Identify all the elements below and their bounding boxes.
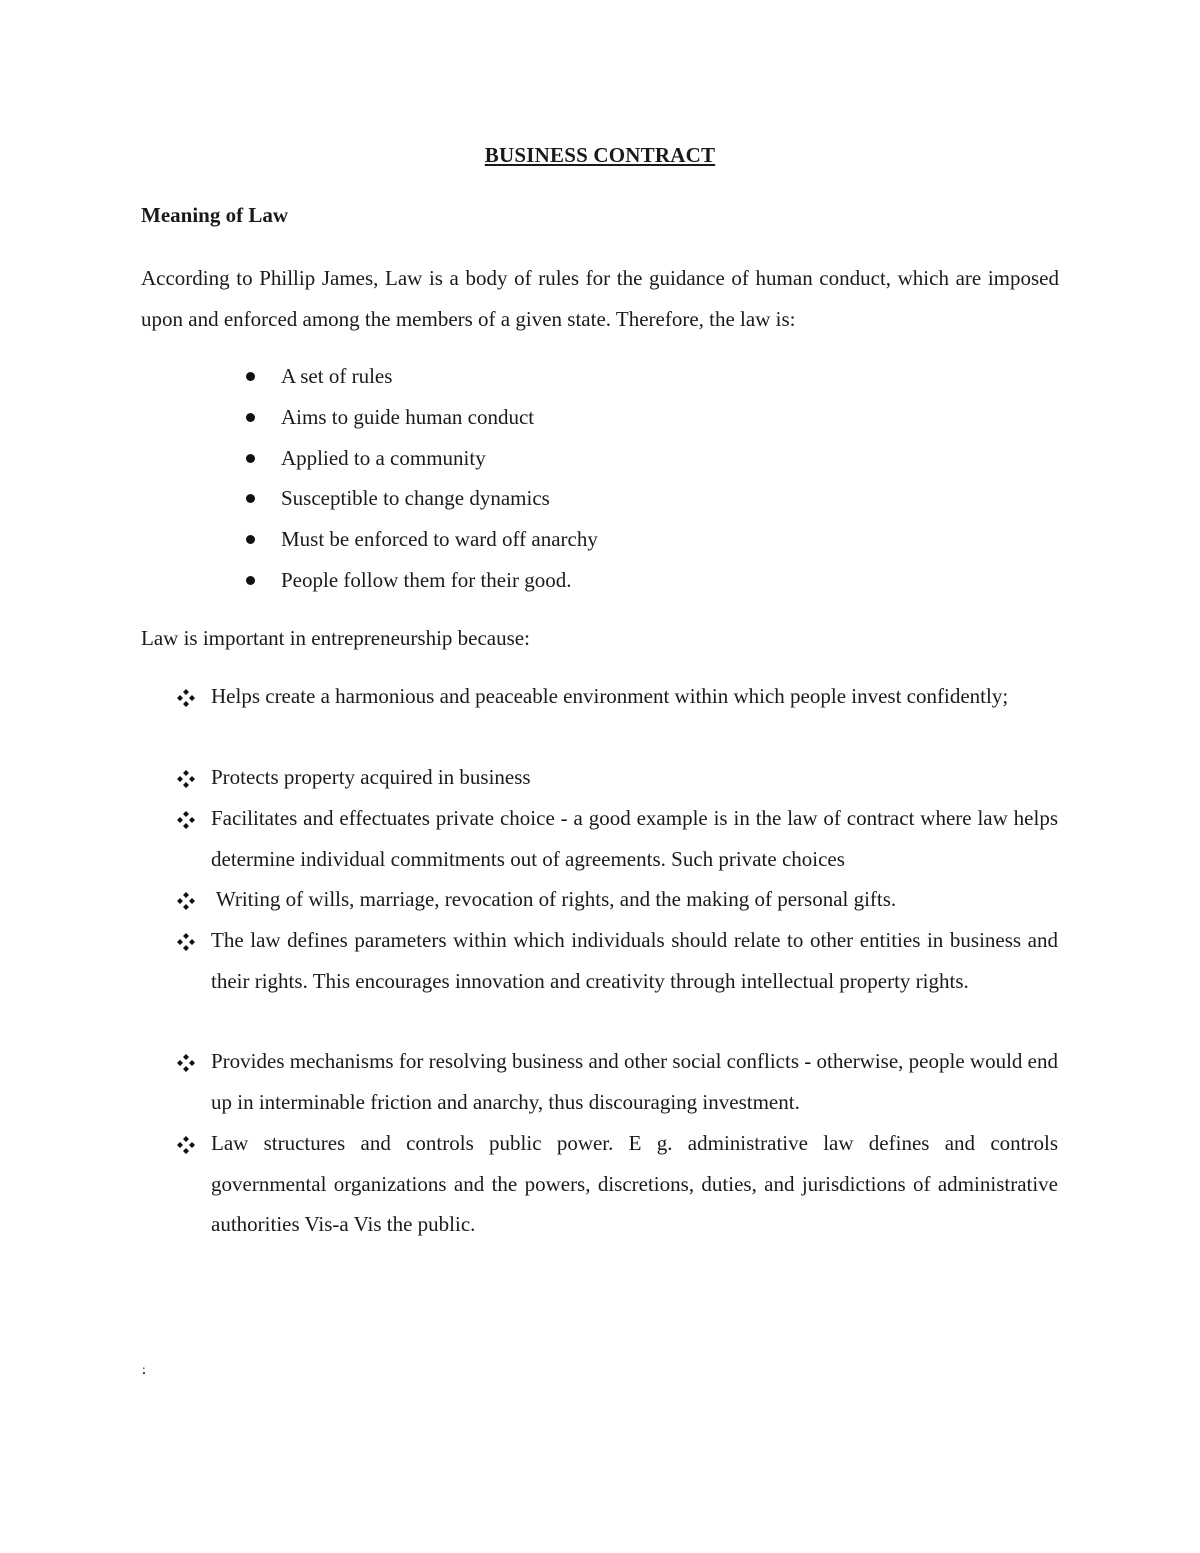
list-item-text: Helps create a harmonious and peaceable environment within which people invest confidently;: [211, 684, 1009, 708]
filled-circle-bullet-icon: [246, 372, 255, 381]
filled-circle-bullet-icon: [246, 535, 255, 544]
filled-circle-bullet-icon: [246, 454, 255, 463]
list-item-text: Law structures and controls public power. E g. administrative law defines and controls governmental organizations and the powers, discretions, duties, and jurisdictions of administrative authorities Vis-a Vis the public.: [211, 1131, 1058, 1236]
list-item-text: Susceptible to change dynamics: [281, 486, 550, 510]
list-item-text: Provides mechanisms for resolving business and other social conflicts - otherwise, people would end up in interminable friction and anarchy, thus discouraging investment.: [211, 1049, 1058, 1114]
list-item-text: People follow them for their good.: [281, 568, 572, 592]
list-item-text: The law defines parameters within which individuals should relate to other entities in business and their rights. This encourages innovation and creativity through intellectual property rights.: [211, 928, 1058, 993]
importance-intro: Law is important in entrepreneurship because:: [141, 626, 530, 650]
four-diamond-bullet-icon: [176, 932, 196, 952]
stray-mark-text: .: [142, 1358, 146, 1373]
intro-paragraph: According to Phillip James, Law is a body of rules for the guidance of human conduct, which are imposed upon and enforced among the members of a given state. Therefore, the law is:: [141, 266, 1059, 331]
list-item-text: Facilitates and effectuates private choice - a good example is in the law of contract where law helps determine individual commitments out of agreements. Such private choices: [211, 806, 1058, 871]
section-heading: Meaning of Law: [141, 203, 288, 227]
stray-mark: [142, 1358, 146, 1374]
list-item-text: Protects property acquired in business: [211, 765, 531, 789]
four-diamond-bullet-icon: [176, 769, 196, 789]
four-diamond-bullet-icon: [176, 810, 196, 830]
list-item-text: Applied to a community: [281, 446, 486, 470]
four-diamond-bullet-icon: [176, 891, 196, 911]
filled-circle-bullet-icon: [246, 576, 255, 585]
four-diamond-bullet-icon: [176, 688, 196, 708]
list-item-text: Writing of wills, marriage, revocation of rights, and the making of personal gifts.: [211, 887, 897, 911]
document-title: BUSINESS CONTRACT: [484, 143, 716, 167]
four-diamond-bullet-icon: [176, 1053, 196, 1073]
list-item-text: Aims to guide human conduct: [281, 405, 535, 429]
filled-circle-bullet-icon: [246, 494, 255, 503]
four-diamond-bullet-icon: [176, 1135, 196, 1155]
filled-circle-bullet-icon: [246, 413, 255, 422]
list-item-text: A set of rules: [281, 364, 393, 388]
list-item-text: Must be enforced to ward off anarchy: [281, 527, 598, 551]
